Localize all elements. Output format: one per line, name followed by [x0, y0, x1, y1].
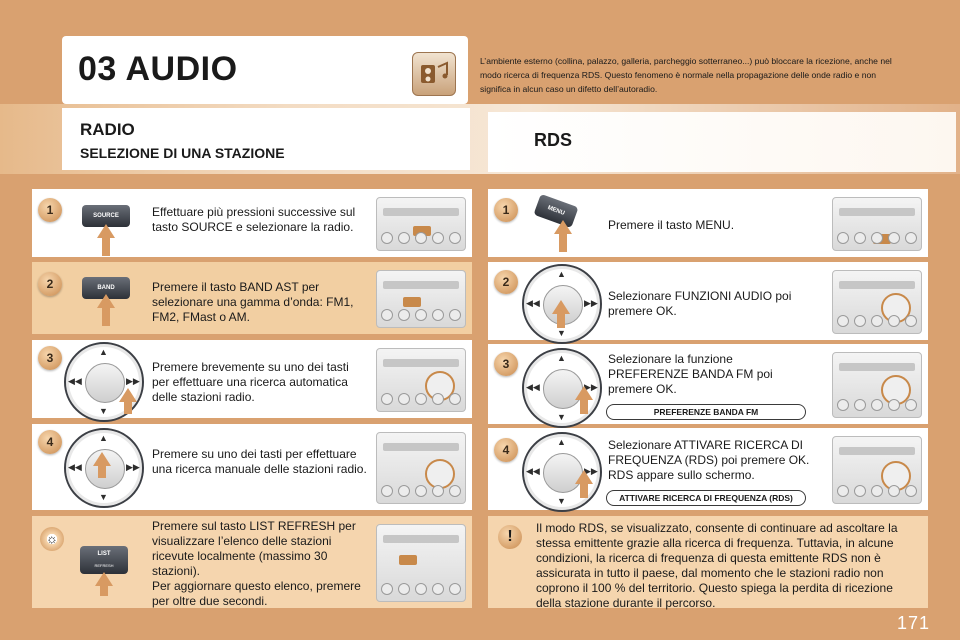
- step-text: Premere il tasto BAND AST per selezionare una gamma d’onda: FM1, FM2, FMast o AM.: [152, 280, 354, 324]
- radio-unit-thumbnail: [376, 270, 466, 328]
- page-title: 03 AUDIO: [78, 50, 238, 88]
- navigation-dial-icon: ▲ ▼ ◀◀ ▶▶: [64, 428, 144, 508]
- step-number: 4: [38, 430, 62, 454]
- tip-sun-icon: ☼: [40, 527, 64, 551]
- step-number: 2: [494, 270, 518, 294]
- rds-title: RDS: [534, 130, 573, 150]
- navigation-dial-icon: ▲ ▼ ◀◀ ▶▶: [64, 342, 144, 422]
- radio-unit-thumbnail: [832, 352, 922, 418]
- radio-unit-thumbnail: [376, 432, 466, 504]
- press-arrow-stem: [124, 400, 132, 414]
- step-text: Premere brevemente su uno dei tasti per effettuare una ricerca automatica delle stazioni radio.: [152, 360, 349, 404]
- menu-button-icon: MENU: [533, 194, 578, 228]
- press-arrow-stem: [102, 238, 110, 256]
- step-text: Selezionare FUNZIONI AUDIO poi premere OK.: [608, 289, 792, 318]
- press-arrow-stem: [580, 482, 588, 498]
- press-arrow-stem: [102, 308, 110, 326]
- radio-unit-thumbnail: [376, 197, 466, 251]
- list-refresh-button-icon: LIST REFRESH: [80, 546, 128, 574]
- press-arrow-icon: [97, 224, 115, 238]
- step-number: 1: [494, 198, 518, 222]
- radio-unit-thumbnail: [376, 524, 466, 602]
- source-button-icon: SOURCE: [82, 205, 130, 227]
- attivare-ricerca-label: ATTIVARE RICERCA DI FREQUENZA (RDS): [606, 490, 806, 506]
- step-text: Effettuare più pressioni successive sul tasto SOURCE e selezionare la radio.: [152, 205, 356, 234]
- step-text: Selezionare ATTIVARE RICERCA DI FREQUENZA (RDS) poi premere OK. RDS appare sullo schermo.: [608, 438, 810, 482]
- radio-unit-thumbnail: [376, 348, 466, 412]
- tip-text: Premere sul tasto LIST REFRESH per visualizzare l’elenco delle stazioni ricevute localmente (massimo 30 stazioni). Per aggiornare questo elenco, premere per oltre due secondi.: [152, 519, 361, 608]
- radio-unit-thumbnail: [832, 436, 922, 504]
- warning-icon: !: [498, 525, 522, 549]
- step-number: 3: [38, 346, 62, 370]
- step-text: Premere il tasto MENU.: [608, 218, 735, 232]
- press-arrow-stem: [557, 312, 565, 328]
- preferenze-banda-fm-label: PREFERENZE BANDA FM: [606, 404, 806, 420]
- press-arrow-stem: [100, 584, 108, 596]
- press-arrow-stem: [98, 464, 106, 478]
- radio-subtitle: SELEZIONE DI UNA STAZIONE: [80, 145, 285, 161]
- step-text: Premere su uno dei tasti per effettuare una ricerca manuale delle stazioni radio.: [152, 447, 367, 476]
- radio-title: RADIO: [80, 120, 135, 139]
- audio-speaker-icon: [412, 52, 456, 96]
- step-text: Selezionare la funzione PREFERENZE BANDA FM poi premere OK.: [608, 352, 773, 396]
- band-button-icon: BAND: [82, 277, 130, 299]
- navigation-dial-icon: ▲ ▼ ◀◀ ▶▶: [522, 348, 602, 428]
- step-number: 3: [494, 352, 518, 376]
- page-number: 171: [896, 613, 930, 633]
- press-arrow-stem: [559, 234, 567, 252]
- navigation-dial-icon: ▲ ▼ ◀◀ ▶▶: [522, 432, 602, 512]
- radio-unit-thumbnail: [832, 270, 922, 334]
- note-text: Il modo RDS, se visualizzato, consente di continuare ad ascoltare la stessa emittente grazie alla ricerca di frequenza. Tuttavia, in alcune condizioni, la ricerca di frequenza di questa emittente RDS non è assicurata in tutto il paese, dal momento che le stazioni radio non coprono il 100 % del territorio. Questo spiega la perdita di ricezione della stazione durante il percorso.: [536, 521, 898, 610]
- press-arrow-icon: [97, 294, 115, 308]
- navigation-dial-icon: ▲ ▼ ◀◀ ▶▶: [522, 264, 602, 344]
- press-arrow-stem: [580, 398, 588, 414]
- step-number: 1: [38, 198, 62, 222]
- press-arrow-icon: [554, 220, 572, 234]
- radio-unit-thumbnail: [832, 197, 922, 251]
- step-number: 2: [38, 272, 62, 296]
- step-number: 4: [494, 438, 518, 462]
- intro-text: L’ambiente esterno (collina, palazzo, galleria, parcheggio sotterraneo...) può bloccare la ricezione, anche nel modo ricerca di frequenza RDS. Questo fenomeno è normale nella propagazione delle onde radio e non signiﬁca in alcun caso un difetto dell’autoradio.: [480, 56, 892, 94]
